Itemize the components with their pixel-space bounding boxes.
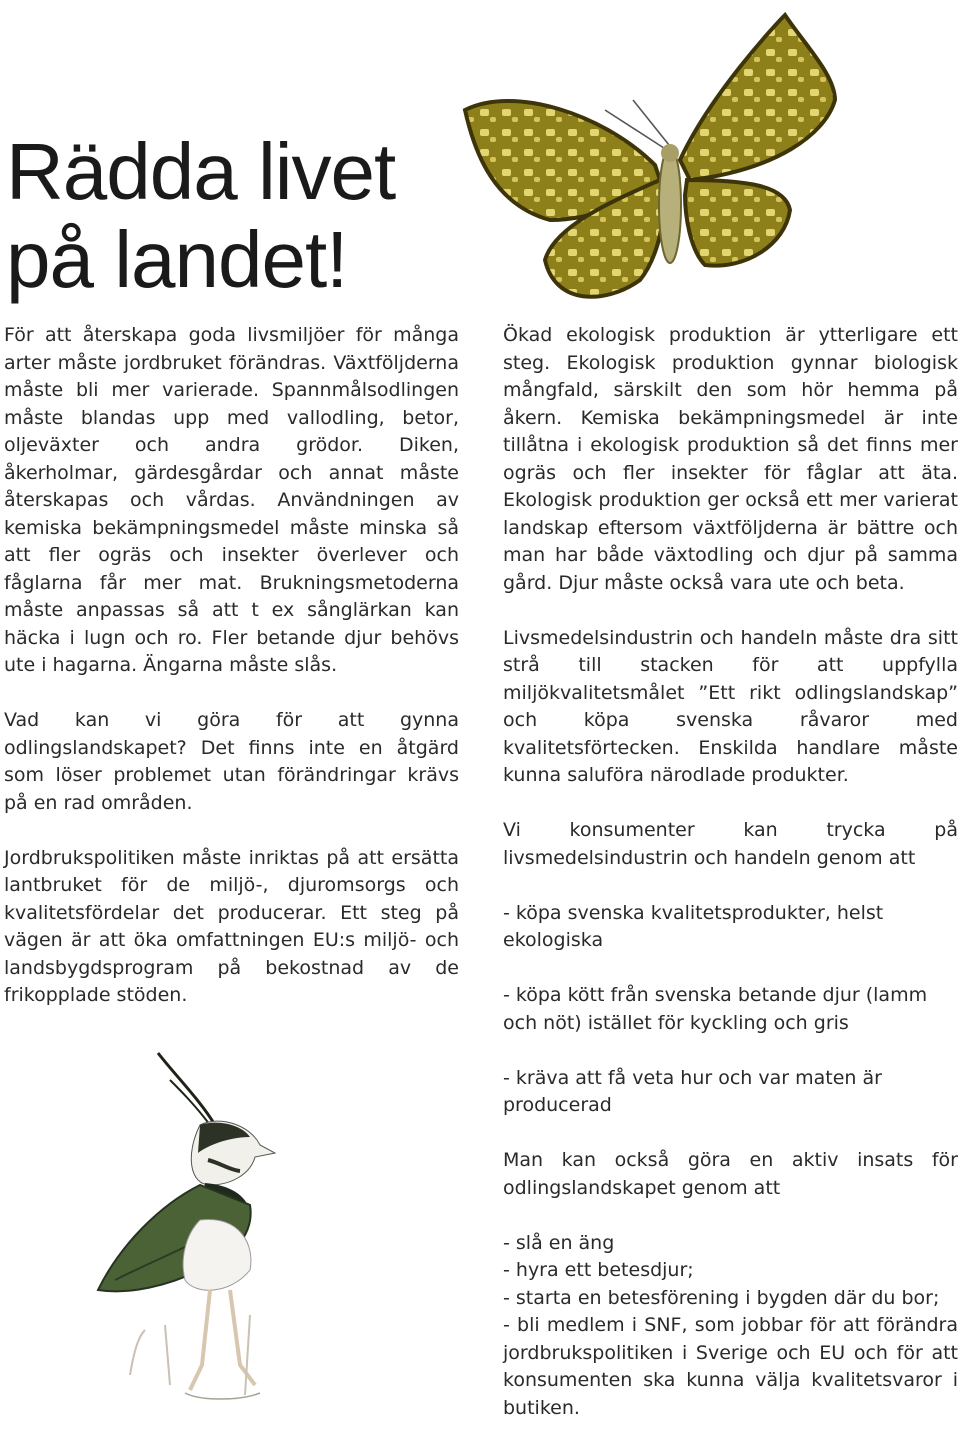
intro-paragraph: För att återskapa goda livsmiljöer för många arter måste jordbruket förändras. Växtföljderna måste bli mer varierade. Spannmålsodlingen måste blandas upp med vallodling, betor, oljeväxter och andra grödor. Diken, åkerholmar, gärdesgårdar och annat måste återskapas och vårdas. Användningen av kemiska bekämpningsmedel måste minska så att fler ogräs och insekter överlever och fåglarna får mer mat. Brukningsmetoderna måste anpassas så att t ex sånglärkan kan häcka i lugn och ro. Fler betande djur behövs ute i hagarna. Ängarna måste slås. [4, 324, 459, 676]
page-title [6, 128, 395, 304]
consumer-bullet-2: - köpa kött från svenska betande djur (lamm och nöt) istället för kyckling och gris [503, 984, 928, 1034]
consumer-paragraph: Vi konsumenter kan trycka på livsmedelsindustrin och handeln genom att [503, 819, 958, 869]
action-item-3: - starta en betesförening i bygden där du bor; [503, 1286, 940, 1309]
action-item-2: - hyra ett betesdjur; [503, 1259, 694, 1281]
action-paragraph: Man kan också göra en aktiv insats för odlingslandskapet genom att [503, 1149, 958, 1199]
organic-paragraph: Ökad ekologisk produktion är ytterligare ett steg. Ekologisk produktion gynnar biologisk mångfald, särskilt den som hör hemma på åkern. Kemiska bekämpningsmedel är inte tillåtna i ekologisk produktion så det finns mer ogräs och fler insekter för fåglar att äta. Ekologisk produktion ger också ett mer varierat landskap eftersom växtföljderna är bättre och man har både växtodling och djur på samma gård. Djur måste också vara ute och beta. [503, 324, 958, 594]
consumer-bullet-3: - kräva att få veta hur och var maten är producerad [503, 1066, 882, 1116]
left-column [4, 322, 459, 1037]
lapwing-illustration [90, 1045, 290, 1425]
industry-paragraph: Livsmedelsindustrin och handeln måste dra sitt strå till stacken för att uppfylla miljökvalitetsmålet ”Ett rikt odlingslandskap” och köpa svenska råvaror med kvalitetsförtecken. Enskilda handlare måste kunna saluföra närodlade produkter. [503, 626, 958, 786]
butterfly-illustration [455, 5, 960, 320]
title-line-2: på landet! [6, 215, 348, 304]
policy-paragraph: Jordbrukspolitiken måste inriktas på att ersätta lantbruket för de miljö-, djuromsorgs och kvalitetsfördelar det producerar. Ett steg på vägen är att öka omfattningen EU:s miljö- och landsbygdsprogram på bekostnad av de frikopplade stöden. [4, 846, 459, 1006]
consumer-bullet-1: - köpa svenska kvalitetsprodukter, helst ekologiska [503, 901, 884, 951]
right-column [503, 322, 958, 1422]
action-item-1: - slå en äng [503, 1231, 615, 1254]
action-item-4: - bli medlem i SNF, som jobbar för att förändra jordbrukspolitiken i Sverige och EU och för att konsumenten ska kunna välja kvalitetsvaror i butiken. [503, 1314, 958, 1419]
question-paragraph: Vad kan vi göra för att gynna odlingslandskapet? Det finns inte en åtgärd som löser problemet utan förändringar krävs på en rad områden. [4, 709, 459, 814]
title-line-1: Rädda livet [6, 127, 396, 216]
